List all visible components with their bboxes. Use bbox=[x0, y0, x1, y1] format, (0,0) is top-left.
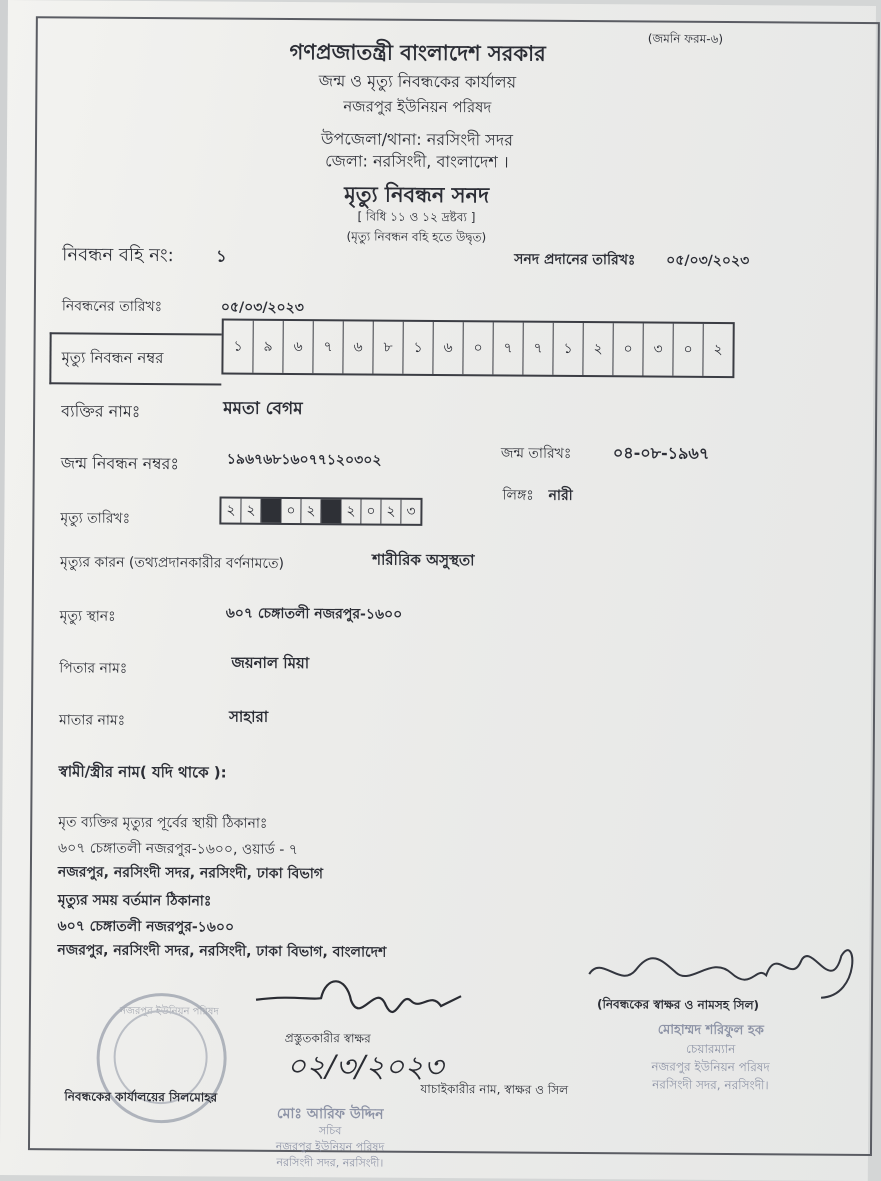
death-reg-digit: ১ bbox=[223, 321, 253, 373]
death-reg-digit: ৬ bbox=[433, 322, 463, 374]
registrar-stamp-place: নরসিংদী সদর, নরসিংদী। bbox=[652, 1077, 769, 1093]
death-date-digit: ২ bbox=[341, 499, 361, 523]
permanent-address-line1: ৬০৭ চেঙ্গাতলী নজরপুর-১৬০০, ওয়ার্ড - ৭ bbox=[58, 840, 298, 859]
handwritten-date: ০২/৩/২০২৩ bbox=[286, 1048, 444, 1086]
mother-label: মাতার নামঃ bbox=[58, 712, 126, 729]
death-place-value: ৬০৭ চেঙ্গাতলী নজরপুর-১৬০০ bbox=[225, 605, 403, 623]
union-title: নজরপুর ইউনিয়ন পরিষদ bbox=[343, 97, 492, 117]
death-date-digit: ০ bbox=[361, 499, 381, 523]
registrar-stamp-name: মোহাম্মদ শরিফুল হক bbox=[657, 1022, 764, 1039]
seal-text: নজরপুর ইউনিয়ন পরিষদ bbox=[119, 1005, 219, 1018]
death-reg-digit: ৬ bbox=[283, 321, 313, 373]
registrar-stamp-title: চেয়ারম্যান bbox=[686, 1041, 736, 1057]
death-date-separator bbox=[261, 499, 281, 523]
death-reg-label-box bbox=[49, 332, 221, 385]
birth-date-value: ০৪-০৮-১৯৬৭ bbox=[612, 443, 710, 463]
district: জেলা: নরসিংদী, বাংলাদেশ । bbox=[325, 151, 509, 172]
death-reg-digit: ৭ bbox=[313, 321, 343, 373]
cause-value: শারীরিক অসুস্থতা bbox=[372, 550, 475, 570]
death-reg-number-grid bbox=[221, 319, 734, 379]
permanent-address-label: মৃত ব্যক্তির মৃত্যুর পূর্বের স্থায়ী ঠিকানাঃ bbox=[58, 814, 268, 832]
death-reg-digit: ১ bbox=[403, 322, 433, 374]
book-number-label: নিবন্ধন বহি নং: bbox=[62, 244, 174, 267]
cause-label: মৃত্যুর কারন (তথ্যপ্রদানকারীর বর্ণনামতে) bbox=[60, 554, 285, 572]
death-reg-digit: ৯ bbox=[253, 321, 283, 373]
father-value: জয়নাল মিয়া bbox=[231, 653, 310, 673]
death-date-grid bbox=[219, 496, 422, 525]
office-title: জন্ম ও মৃত্যু নিবন্ধকের কার্যালয় bbox=[318, 71, 517, 92]
death-reg-digit: ২ bbox=[713, 341, 723, 358]
permanent-address-line2: নজরপুর, নরসিংদী সদর, নরসিংদী, ঢাকা বিভাগ bbox=[57, 864, 324, 883]
verifier-stamp-union: নজরপুর ইউনিয়ন পরিষদ bbox=[275, 1139, 385, 1154]
certificate-title: মৃত্যু নিবন্ধন সনদ bbox=[344, 182, 490, 208]
form-number: (জমনি ফরম-৬) bbox=[647, 31, 724, 46]
gender-label: লিঙ্গঃ bbox=[502, 487, 534, 504]
present-address-label: মৃত্যুর সময় বর্তমান ঠিকানাঃ bbox=[57, 892, 212, 910]
upazila: উপজেলা/থানা: নরসিংদী সদর bbox=[321, 129, 514, 150]
office-seal-caption: নিবন্ধকের কার্যালয়ের সিলমোহর bbox=[64, 1089, 218, 1105]
registration-date-value: ০৫/০৩/২০২৩ bbox=[220, 299, 304, 317]
death-date-digit: ২ bbox=[221, 499, 241, 523]
birth-reg-value: ১৯৬৭৬৮১৬০৭৭১২০৩০২ bbox=[226, 451, 382, 469]
death-date-digit: ৩ bbox=[406, 503, 416, 520]
verifier-stamp-name: মোঃ আরিফ উদ্দিন bbox=[276, 1105, 384, 1123]
father-label: পিতার নামঃ bbox=[59, 660, 128, 677]
death-reg-digit: ২ bbox=[583, 323, 613, 375]
verifier-stamp-place: নরসিংদী সদর, নরসিংদী। bbox=[276, 1155, 384, 1170]
gender-value: নারী bbox=[548, 487, 573, 504]
birth-date-label: জন্ম তারিখঃ bbox=[500, 445, 572, 462]
death-date-digit: ২ bbox=[301, 499, 321, 523]
issue-date-label: সনদ প্রদানের তারিখঃ bbox=[514, 251, 636, 269]
death-reg-digit: ০ bbox=[463, 322, 493, 374]
present-address-line1: ৬০৭ চেঙ্গাতলী নজরপুর-১৬০০ bbox=[57, 918, 235, 936]
death-place-label: মৃত্যু স্থানঃ bbox=[59, 608, 116, 625]
person-name-label: ব্যক্তির নামঃ bbox=[61, 401, 141, 421]
government-title: গণপ্রজাতন্ত্রী বাংলাদেশ সরকার bbox=[289, 39, 546, 66]
registrar-signature bbox=[581, 934, 861, 1006]
death-reg-label: মৃত্যু নিবন্ধন নম্বর bbox=[61, 347, 164, 367]
registrar-caption: (নিবন্ধকের স্বাক্ষর ও নামসহ সিল) bbox=[596, 997, 760, 1013]
registrar-stamp-union: নজরপুর ইউনিয়ন পরিষদ bbox=[651, 1059, 770, 1075]
death-date-digit: ২ bbox=[381, 500, 401, 524]
mother-value: সাহারা bbox=[228, 707, 269, 726]
verifier-caption: যাচাইকারীর নাম, স্বাক্ষর ও সিল bbox=[420, 1081, 569, 1097]
preparer-caption: প্রস্তুতকারীর স্বাক্ষর bbox=[284, 1030, 371, 1046]
death-reg-digit: ০ bbox=[613, 323, 643, 375]
death-date-separator bbox=[321, 499, 341, 523]
death-reg-digit: ১ bbox=[553, 323, 583, 375]
person-name-value: মমতা বেগম bbox=[223, 398, 303, 420]
verifier-stamp-title: সচিব bbox=[318, 1124, 342, 1138]
rule-reference: [ বিধি ১১ ও ১২ দ্রষ্টব্য ] bbox=[357, 209, 476, 225]
death-date-digit: ২ bbox=[241, 499, 261, 523]
registration-date-label: নিবন্ধনের তারিখঃ bbox=[61, 298, 163, 316]
death-date-label: মৃত্যু তারিখঃ bbox=[60, 510, 131, 527]
death-reg-digit: ০ bbox=[673, 324, 703, 376]
death-reg-digit: ৩ bbox=[643, 323, 673, 375]
death-reg-digit: ৬ bbox=[343, 321, 373, 373]
source-note: (মৃত্যু নিবন্ধন বহি হতে উদ্বৃত) bbox=[346, 229, 487, 245]
spouse-label: স্বামী/স্ত্রীর নাম( যদি থাকে ): bbox=[58, 762, 227, 782]
death-reg-digit: ৭ bbox=[523, 323, 553, 375]
present-address-line2: নজরপুর, নরসিংদী সদর, নরসিংদী, ঢাকা বিভাগ, বাংলাদেশ bbox=[57, 942, 387, 961]
death-reg-digit: ৮ bbox=[373, 322, 403, 374]
death-date-digit: ০ bbox=[281, 499, 301, 523]
issue-date-value: ০৫/০৩/২০২৩ bbox=[666, 252, 750, 270]
death-reg-digit: ৭ bbox=[493, 322, 523, 374]
book-number-value: ১ bbox=[216, 246, 227, 266]
birth-reg-label: জন্ম নিবন্ধন নম্বরঃ bbox=[60, 453, 180, 474]
